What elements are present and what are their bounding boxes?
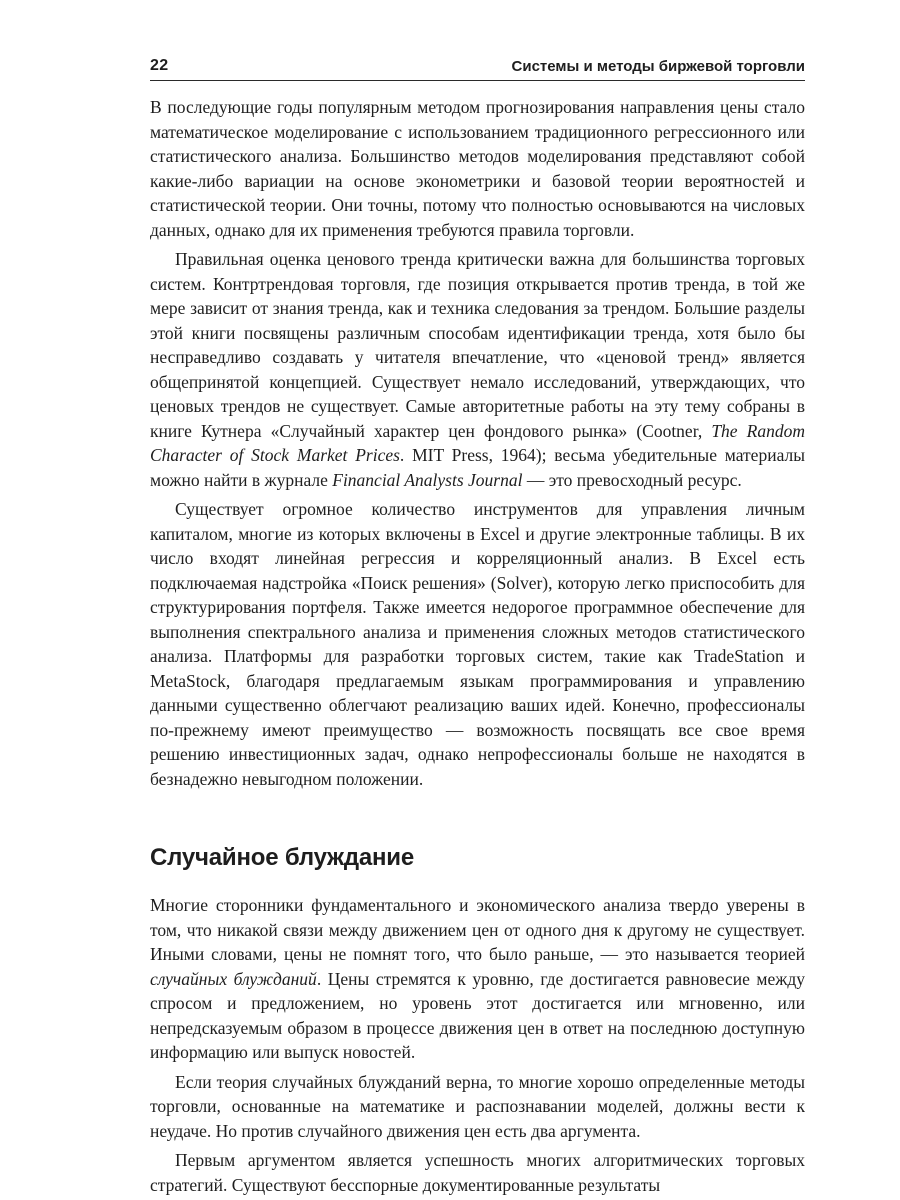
paragraph (150, 893, 805, 1065)
paragraph (150, 1070, 805, 1144)
book-title: The Random Character of Stock Market Prices (150, 420, 806, 465)
text-run: . Цены стремятся к уровню, где достигается равновесие между спросом и предложением, но уровень этот достигается или мгновенно, или непредсказуемым образом в процессе движения цен в ответ на последнюю доступную информацию или выпуск новостей. (150, 968, 805, 1062)
term-italic: случайных блужданий (150, 968, 317, 989)
paragraph (150, 497, 805, 791)
section-heading: Случайное блуждание (150, 844, 415, 871)
text-run: — это превосходный ресурс. (522, 469, 742, 490)
text-run: Первым аргументом является успешность многих алгоритмических торговых стратегий. Существуют бесспорные документированные результаты (150, 1150, 805, 1195)
paragraph (150, 247, 805, 492)
text-run: В последующие годы популярным методом прогнозирования направления цены стало математическое моделирование с использованием традиционного регрессионного или статистического анализа. Большинство методов моделирования представляют собой какие-либо вариации на основе эконометрики и базовой теории вероятностей и статистической теории. Они точны, потому что полностью основываются на числовых данных, однако для их применения требуются правила торговли. (150, 97, 805, 240)
journal-title: Financial Analysts Journal (332, 469, 523, 490)
text-run: . MIT Press, 1964); весьма убедительные материалы можно найти в журнале (150, 445, 805, 490)
text-run: Многие сторонники фундаментального и экономического анализа твердо уверены в том, что никакой связи между движением цен от одного дня к другому не существует. Иными словами, цены не помнят того, что было раньше, — это называется теорией (150, 895, 805, 964)
text-run: Правильная оценка ценового тренда критически важна для большинства торговых систем. Контртрендовая торговля, где позиция открывается против тренда, в той же мере зависит от знания тренда, как и техника следования за трендом. Большие разделы этой книги посвящены различным способам идентификации тренда, хотя было бы несправедливо создавать у читателя впечатление, что «ценовой тренд» является общепринятой концепцией. Существует немало исследований, утверждающих, что ценовых трендов не существует. Самые авторитетные работы на эту тему собраны в книге Кутнера «Случайный характер цен фондового рынка» (Cootner, (150, 249, 805, 441)
paragraph (150, 1148, 805, 1197)
text-run: Существует огромное количество инструментов для управления личным капиталом, многие из которых включены в Excel и другие электронные таблицы. В их число входят линейная регрессия и корреляционный анализ. В Excel есть подключаемая надстройка «Поиск решения» (Solver), которую легко приспособить для структурирования портфеля. Также имеется недорогое программное обеспечение для выполнения спектрального анализа и применения сложных методов статистического анализа. Платформы для разработки торговых систем, такие как TradeStation и MetaStock, благодаря предлагаемым языкам программирования и управлению данными существенно облегчают реализацию ваших идей. Конечно, профессионалы по-прежнему имеют преимущество — возможность посвящать все свое время решению инвестиционных задач, однако непрофессионалы больше не находятся в безнадежно невыгодном положении. (150, 499, 805, 789)
running-title: Системы и методы биржевой торговли (511, 58, 805, 75)
page-number: 22 (150, 57, 169, 74)
paragraph (150, 95, 805, 242)
running-header (150, 52, 805, 81)
text-run: Если теория случайных блужданий верна, то многие хорошо определенные методы торговли, основанные на математике и распознавании моделей, должны вести к неудаче. Но против случайного движения цен есть два аргумента. (150, 1071, 805, 1141)
page-body (150, 95, 805, 1197)
